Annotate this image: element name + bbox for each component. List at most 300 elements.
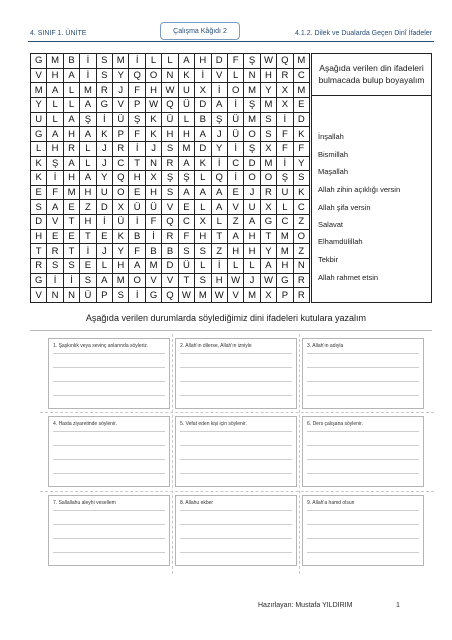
puzzle-cell[interactable]: V bbox=[212, 69, 228, 84]
puzzle-cell[interactable]: T bbox=[261, 230, 277, 245]
puzzle-cell[interactable]: X bbox=[261, 288, 277, 303]
puzzle-cell[interactable]: W bbox=[212, 288, 228, 303]
puzzle-cell[interactable]: K bbox=[179, 69, 195, 84]
puzzle-cell[interactable]: J bbox=[244, 274, 260, 289]
puzzle-cell[interactable]: Z bbox=[228, 215, 244, 230]
puzzle-cell[interactable]: R bbox=[97, 83, 113, 98]
puzzle-cell[interactable]: Y bbox=[113, 244, 129, 259]
puzzle-cell[interactable]: B bbox=[129, 230, 145, 245]
puzzle-cell[interactable]: X bbox=[261, 142, 277, 157]
puzzle-cell[interactable]: U bbox=[277, 186, 293, 201]
puzzle-cell[interactable]: İ bbox=[80, 54, 96, 69]
puzzle-cell[interactable]: S bbox=[261, 113, 277, 128]
puzzle-cell[interactable]: Ü bbox=[113, 215, 129, 230]
puzzle-cell[interactable]: X bbox=[146, 171, 162, 186]
puzzle-cell[interactable]: O bbox=[294, 230, 310, 245]
puzzle-cell[interactable]: Ü bbox=[179, 98, 195, 113]
puzzle-cell[interactable]: K bbox=[97, 127, 113, 142]
puzzle-cell[interactable]: İ bbox=[129, 288, 145, 303]
puzzle-cell[interactable]: M bbox=[113, 274, 129, 289]
puzzle-cell[interactable]: T bbox=[64, 215, 80, 230]
puzzle-cell[interactable]: R bbox=[64, 142, 80, 157]
puzzle-cell[interactable]: H bbox=[228, 244, 244, 259]
puzzle-cell[interactable]: X bbox=[195, 83, 211, 98]
puzzle-cell[interactable]: S bbox=[294, 171, 310, 186]
puzzle-cell[interactable]: P bbox=[97, 288, 113, 303]
puzzle-cell[interactable]: J bbox=[113, 83, 129, 98]
puzzle-cell[interactable]: E bbox=[64, 230, 80, 245]
puzzle-cell[interactable]: W bbox=[162, 83, 178, 98]
puzzle-cell[interactable]: F bbox=[277, 142, 293, 157]
puzzle-cell[interactable]: W bbox=[146, 98, 162, 113]
puzzle-cell[interactable]: H bbox=[212, 274, 228, 289]
puzzle-cell[interactable]: M bbox=[179, 142, 195, 157]
puzzle-cell[interactable]: S bbox=[195, 244, 211, 259]
puzzle-cell[interactable]: R bbox=[31, 259, 47, 274]
puzzle-cell[interactable]: H bbox=[80, 215, 96, 230]
puzzle-cell[interactable]: S bbox=[80, 274, 96, 289]
puzzle-cell[interactable]: F bbox=[294, 142, 310, 157]
puzzle-cell[interactable]: A bbox=[64, 113, 80, 128]
puzzle-cell[interactable]: İ bbox=[228, 98, 244, 113]
puzzle-cell[interactable]: M bbox=[146, 259, 162, 274]
puzzle-cell[interactable]: E bbox=[228, 186, 244, 201]
puzzle-cell[interactable]: J bbox=[244, 186, 260, 201]
puzzle-cell[interactable]: İ bbox=[47, 171, 63, 186]
puzzle-cell[interactable]: Ü bbox=[228, 127, 244, 142]
answer-box[interactable] bbox=[48, 338, 170, 409]
puzzle-cell[interactable]: Z bbox=[212, 244, 228, 259]
puzzle-cell[interactable]: H bbox=[47, 69, 63, 84]
puzzle-cell[interactable]: A bbox=[179, 186, 195, 201]
puzzle-cell[interactable]: R bbox=[162, 157, 178, 172]
puzzle-cell[interactable]: S bbox=[261, 127, 277, 142]
puzzle-cell[interactable]: M bbox=[113, 54, 129, 69]
puzzle-cell[interactable]: X bbox=[113, 200, 129, 215]
puzzle-cell[interactable]: M bbox=[47, 54, 63, 69]
puzzle-cell[interactable]: L bbox=[195, 171, 211, 186]
puzzle-cell[interactable]: M bbox=[31, 83, 47, 98]
puzzle-cell[interactable]: W bbox=[261, 274, 277, 289]
puzzle-cell[interactable]: H bbox=[261, 69, 277, 84]
puzzle-cell[interactable]: N bbox=[146, 157, 162, 172]
puzzle-cell[interactable]: A bbox=[195, 127, 211, 142]
puzzle-cell[interactable]: Ş bbox=[277, 171, 293, 186]
puzzle-cell[interactable]: S bbox=[97, 54, 113, 69]
writing-line bbox=[180, 538, 292, 539]
puzzle-cell[interactable]: Q bbox=[277, 54, 293, 69]
puzzle-cell[interactable]: D bbox=[195, 142, 211, 157]
puzzle-cell[interactable]: İ bbox=[228, 142, 244, 157]
puzzle-cell[interactable]: Y bbox=[31, 98, 47, 113]
puzzle-cell[interactable]: K bbox=[294, 186, 310, 201]
puzzle-cell[interactable]: G bbox=[31, 54, 47, 69]
puzzle-cell[interactable]: L bbox=[162, 54, 178, 69]
puzzle-cell[interactable]: D bbox=[97, 200, 113, 215]
puzzle-cell[interactable]: R bbox=[113, 142, 129, 157]
puzzle-cell[interactable]: R bbox=[277, 69, 293, 84]
puzzle-cell[interactable]: C bbox=[294, 69, 310, 84]
puzzle-cell[interactable]: L bbox=[277, 200, 293, 215]
puzzle-cell[interactable]: A bbox=[244, 215, 260, 230]
puzzle-cell[interactable]: L bbox=[64, 83, 80, 98]
puzzle-cell[interactable]: F bbox=[129, 244, 145, 259]
puzzle-cell[interactable]: Y bbox=[261, 244, 277, 259]
puzzle-cell[interactable]: V bbox=[31, 288, 47, 303]
puzzle-cell[interactable]: D bbox=[162, 259, 178, 274]
puzzle-cell[interactable]: M bbox=[244, 83, 260, 98]
puzzle-cell[interactable]: A bbox=[212, 98, 228, 113]
puzzle-cell[interactable]: A bbox=[261, 259, 277, 274]
puzzle-cell[interactable]: A bbox=[179, 54, 195, 69]
answer-box[interactable] bbox=[175, 416, 297, 487]
puzzle-cell[interactable]: Ş bbox=[162, 171, 178, 186]
puzzle-cell[interactable]: O bbox=[113, 186, 129, 201]
puzzle-cell[interactable]: F bbox=[47, 186, 63, 201]
puzzle-cell[interactable]: V bbox=[31, 69, 47, 84]
puzzle-cell[interactable]: İ bbox=[129, 142, 145, 157]
puzzle-cell[interactable]: E bbox=[64, 200, 80, 215]
answer-box[interactable] bbox=[48, 416, 170, 487]
puzzle-cell[interactable]: M bbox=[244, 288, 260, 303]
puzzle-cell[interactable]: Ş bbox=[80, 113, 96, 128]
puzzle-cell[interactable]: A bbox=[228, 230, 244, 245]
puzzle-cell[interactable]: H bbox=[244, 244, 260, 259]
puzzle-cell[interactable]: A bbox=[212, 186, 228, 201]
puzzle-cell[interactable]: Ü bbox=[129, 200, 145, 215]
answer-box[interactable] bbox=[302, 495, 424, 566]
puzzle-cell[interactable]: Y bbox=[212, 142, 228, 157]
puzzle-cell[interactable]: F bbox=[129, 83, 145, 98]
puzzle-cell[interactable]: O bbox=[129, 274, 145, 289]
puzzle-cell[interactable]: H bbox=[179, 127, 195, 142]
puzzle-cell[interactable]: S bbox=[47, 259, 63, 274]
puzzle-cell[interactable]: Z bbox=[294, 244, 310, 259]
puzzle-cell[interactable]: A bbox=[212, 200, 228, 215]
puzzle-cell[interactable]: Ü bbox=[80, 288, 96, 303]
puzzle-cell[interactable]: A bbox=[47, 83, 63, 98]
puzzle-cell[interactable]: Y bbox=[113, 69, 129, 84]
puzzle-cell[interactable]: T bbox=[212, 230, 228, 245]
puzzle-cell[interactable]: W bbox=[179, 288, 195, 303]
puzzle-cell[interactable]: J bbox=[212, 127, 228, 142]
puzzle-cell[interactable]: G bbox=[261, 215, 277, 230]
puzzle-cell[interactable]: S bbox=[113, 288, 129, 303]
puzzle-cell[interactable]: M bbox=[261, 157, 277, 172]
puzzle-cell[interactable]: A bbox=[80, 98, 96, 113]
puzzle-cell[interactable]: İ bbox=[80, 244, 96, 259]
puzzle-cell[interactable]: A bbox=[80, 127, 96, 142]
puzzle-cell[interactable]: İ bbox=[228, 171, 244, 186]
puzzle-cell[interactable]: V bbox=[146, 274, 162, 289]
puzzle-cell[interactable]: Ü bbox=[113, 113, 129, 128]
puzzle-cell[interactable]: S bbox=[97, 69, 113, 84]
puzzle-cell[interactable]: İ bbox=[129, 54, 145, 69]
puzzle-cell[interactable]: A bbox=[97, 274, 113, 289]
puzzle-cell[interactable]: P bbox=[277, 288, 293, 303]
puzzle-cell[interactable]: Ü bbox=[228, 113, 244, 128]
puzzle-cell[interactable]: C bbox=[113, 157, 129, 172]
puzzle-cell[interactable]: C bbox=[277, 215, 293, 230]
puzzle-cell[interactable]: V bbox=[228, 288, 244, 303]
puzzle-cell[interactable]: Q bbox=[113, 171, 129, 186]
puzzle-cell[interactable]: F bbox=[146, 215, 162, 230]
puzzle-cell[interactable]: O bbox=[146, 69, 162, 84]
puzzle-cell[interactable]: Ü bbox=[146, 200, 162, 215]
puzzle-cell[interactable]: L bbox=[97, 259, 113, 274]
puzzle-cell[interactable]: B bbox=[146, 244, 162, 259]
answer-box[interactable] bbox=[48, 495, 170, 566]
puzzle-cell[interactable]: H bbox=[195, 230, 211, 245]
puzzle-cell[interactable]: M bbox=[64, 186, 80, 201]
puzzle-cell[interactable]: Y bbox=[97, 171, 113, 186]
puzzle-cell[interactable]: Ş bbox=[212, 113, 228, 128]
puzzle-cell[interactable]: T bbox=[64, 244, 80, 259]
puzzle-cell[interactable]: X bbox=[195, 215, 211, 230]
puzzle-cell[interactable]: N bbox=[294, 259, 310, 274]
writing-line bbox=[307, 445, 419, 446]
puzzle-cell[interactable]: R bbox=[47, 244, 63, 259]
puzzle-cell[interactable]: H bbox=[64, 127, 80, 142]
puzzle-cell[interactable]: E bbox=[129, 186, 145, 201]
puzzle-cell[interactable]: G bbox=[97, 98, 113, 113]
puzzle-cell[interactable]: L bbox=[146, 54, 162, 69]
puzzle-cell[interactable]: O bbox=[244, 171, 260, 186]
puzzle-cell[interactable]: R bbox=[261, 186, 277, 201]
puzzle-cell[interactable]: D bbox=[294, 113, 310, 128]
puzzle-cell[interactable]: Z bbox=[294, 215, 310, 230]
puzzle-cell[interactable]: L bbox=[228, 259, 244, 274]
puzzle-cell[interactable]: H bbox=[195, 54, 211, 69]
puzzle-cell[interactable]: İ bbox=[195, 69, 211, 84]
puzzle-cell[interactable]: S bbox=[64, 259, 80, 274]
puzzle-cell[interactable]: F bbox=[277, 127, 293, 142]
puzzle-cell[interactable]: Y bbox=[261, 83, 277, 98]
puzzle-cell[interactable]: R bbox=[294, 274, 310, 289]
puzzle-cell[interactable]: M bbox=[294, 54, 310, 69]
puzzle-cell[interactable]: Ü bbox=[162, 113, 178, 128]
puzzle-cell[interactable]: B bbox=[64, 54, 80, 69]
puzzle-cell[interactable]: A bbox=[64, 157, 80, 172]
puzzle-cell[interactable]: X bbox=[277, 98, 293, 113]
puzzle-cell[interactable]: L bbox=[47, 113, 63, 128]
puzzle-cell[interactable]: İ bbox=[97, 215, 113, 230]
puzzle-cell[interactable]: W bbox=[261, 54, 277, 69]
puzzle-cell[interactable]: T bbox=[179, 274, 195, 289]
puzzle-cell[interactable]: R bbox=[162, 230, 178, 245]
puzzle-cell[interactable]: H bbox=[47, 142, 63, 157]
puzzle-cell[interactable]: J bbox=[97, 157, 113, 172]
puzzle-cell[interactable]: G bbox=[31, 127, 47, 142]
puzzle-cell[interactable]: D bbox=[195, 98, 211, 113]
puzzle-cell[interactable]: H bbox=[113, 259, 129, 274]
puzzle-cell[interactable]: B bbox=[162, 244, 178, 259]
puzzle-cell[interactable]: U bbox=[97, 186, 113, 201]
answer-box[interactable] bbox=[302, 416, 424, 487]
puzzle-cell[interactable]: L bbox=[244, 259, 260, 274]
puzzle-cell[interactable]: R bbox=[294, 288, 310, 303]
puzzle-cell[interactable]: Q bbox=[212, 171, 228, 186]
puzzle-cell[interactable]: M bbox=[277, 230, 293, 245]
puzzle-cell[interactable]: V bbox=[47, 215, 63, 230]
puzzle-cell[interactable]: W bbox=[228, 274, 244, 289]
puzzle-cell[interactable]: K bbox=[195, 157, 211, 172]
puzzle-cell[interactable]: İ bbox=[277, 157, 293, 172]
puzzle-cell[interactable]: H bbox=[146, 186, 162, 201]
puzzle-cell[interactable]: F bbox=[179, 230, 195, 245]
puzzle-cell[interactable]: V bbox=[228, 200, 244, 215]
puzzle-cell[interactable]: L bbox=[195, 200, 211, 215]
puzzle-cell[interactable]: M bbox=[277, 244, 293, 259]
puzzle-cell[interactable]: H bbox=[146, 83, 162, 98]
puzzle-cell[interactable]: J bbox=[146, 142, 162, 157]
puzzle-cell[interactable]: E bbox=[97, 230, 113, 245]
puzzle-cell[interactable]: L bbox=[64, 98, 80, 113]
puzzle-cell[interactable]: Ş bbox=[244, 142, 260, 157]
puzzle-cell[interactable]: Y bbox=[294, 157, 310, 172]
puzzle-cell[interactable]: L bbox=[31, 142, 47, 157]
puzzle-cell[interactable]: A bbox=[47, 127, 63, 142]
puzzle-cell[interactable]: Ş bbox=[47, 157, 63, 172]
puzzle-cell[interactable]: L bbox=[80, 157, 96, 172]
puzzle-cell[interactable]: A bbox=[47, 200, 63, 215]
puzzle-cell[interactable]: A bbox=[195, 186, 211, 201]
puzzle-cell[interactable]: Ş bbox=[179, 171, 195, 186]
puzzle-cell[interactable]: İ bbox=[47, 274, 63, 289]
puzzle-cell[interactable]: D bbox=[31, 215, 47, 230]
puzzle-cell[interactable]: F bbox=[129, 127, 145, 142]
puzzle-cell[interactable]: V bbox=[162, 274, 178, 289]
puzzle-cell[interactable]: E bbox=[80, 259, 96, 274]
puzzle-cell[interactable]: F bbox=[228, 54, 244, 69]
puzzle-cell[interactable]: P bbox=[129, 98, 145, 113]
puzzle-cell[interactable]: K bbox=[31, 157, 47, 172]
puzzle-cell[interactable]: İ bbox=[277, 113, 293, 128]
puzzle-cell[interactable]: O bbox=[228, 83, 244, 98]
puzzle-cell[interactable]: K bbox=[146, 127, 162, 142]
puzzle-cell[interactable]: Ş bbox=[244, 54, 260, 69]
puzzle-cell[interactable]: U bbox=[31, 113, 47, 128]
puzzle-cell[interactable]: L bbox=[212, 215, 228, 230]
puzzle-cell[interactable]: S bbox=[195, 274, 211, 289]
puzzle-cell[interactable]: D bbox=[244, 157, 260, 172]
puzzle-cell[interactable]: T bbox=[129, 157, 145, 172]
puzzle-cell[interactable]: M bbox=[244, 113, 260, 128]
puzzle-cell[interactable]: İ bbox=[212, 83, 228, 98]
puzzle-cell[interactable]: Q bbox=[162, 98, 178, 113]
puzzle-cell[interactable]: S bbox=[162, 186, 178, 201]
puzzle-cell[interactable]: İ bbox=[212, 157, 228, 172]
puzzle-cell[interactable]: T bbox=[80, 230, 96, 245]
puzzle-cell[interactable]: C bbox=[228, 157, 244, 172]
puzzle-cell[interactable]: L bbox=[47, 98, 63, 113]
puzzle-cell[interactable]: K bbox=[146, 113, 162, 128]
puzzle-cell[interactable]: İ bbox=[97, 113, 113, 128]
answer-box[interactable] bbox=[175, 495, 297, 566]
puzzle-cell[interactable]: H bbox=[244, 230, 260, 245]
puzzle-cell[interactable]: G bbox=[277, 274, 293, 289]
puzzle-cell[interactable]: N bbox=[47, 288, 63, 303]
puzzle-cell[interactable]: X bbox=[261, 200, 277, 215]
puzzle-cell[interactable]: U bbox=[244, 200, 260, 215]
puzzle-cell[interactable]: G bbox=[31, 274, 47, 289]
puzzle-cell[interactable]: İ bbox=[129, 215, 145, 230]
puzzle-cell[interactable]: M bbox=[294, 83, 310, 98]
puzzle-cell[interactable]: V bbox=[113, 98, 129, 113]
puzzle-cell[interactable]: H bbox=[64, 171, 80, 186]
puzzle-cell[interactable]: B bbox=[195, 113, 211, 128]
puzzle-cell[interactable]: M bbox=[195, 288, 211, 303]
puzzle-cell[interactable]: H bbox=[129, 171, 145, 186]
puzzle-cell[interactable]: K bbox=[113, 230, 129, 245]
puzzle-cell[interactable]: İ bbox=[80, 69, 96, 84]
puzzle-cell[interactable]: P bbox=[113, 127, 129, 142]
puzzle-cell[interactable]: N bbox=[244, 69, 260, 84]
puzzle-cell[interactable]: H bbox=[80, 186, 96, 201]
answer-box[interactable] bbox=[302, 338, 424, 409]
puzzle-cell[interactable]: S bbox=[162, 142, 178, 157]
puzzle-cell[interactable]: H bbox=[31, 230, 47, 245]
puzzle-cell[interactable]: L bbox=[195, 259, 211, 274]
puzzle-cell[interactable]: H bbox=[162, 127, 178, 142]
puzzle-cell[interactable]: Ş bbox=[129, 113, 145, 128]
puzzle-cell[interactable]: A bbox=[80, 171, 96, 186]
puzzle-cell[interactable]: E bbox=[294, 98, 310, 113]
puzzle-cell[interactable]: E bbox=[179, 200, 195, 215]
puzzle-cell[interactable]: L bbox=[228, 69, 244, 84]
puzzle-cell[interactable]: U bbox=[179, 83, 195, 98]
puzzle-cell[interactable]: A bbox=[64, 69, 80, 84]
puzzle-cell[interactable]: Q bbox=[162, 288, 178, 303]
puzzle-cell[interactable]: K bbox=[31, 171, 47, 186]
puzzle-cell[interactable]: C bbox=[294, 200, 310, 215]
puzzle-cell[interactable]: E bbox=[31, 186, 47, 201]
puzzle-cell[interactable]: İ bbox=[64, 274, 80, 289]
puzzle-cell[interactable]: H bbox=[277, 259, 293, 274]
puzzle-cell[interactable]: N bbox=[64, 288, 80, 303]
puzzle-cell[interactable]: N bbox=[162, 69, 178, 84]
puzzle-cell[interactable]: S bbox=[179, 244, 195, 259]
puzzle-cell[interactable]: J bbox=[97, 142, 113, 157]
puzzle-cell[interactable]: C bbox=[179, 215, 195, 230]
puzzle-cell[interactable]: L bbox=[179, 113, 195, 128]
puzzle-cell[interactable]: A bbox=[129, 259, 145, 274]
puzzle-cell[interactable]: O bbox=[261, 171, 277, 186]
puzzle-cell[interactable]: X bbox=[277, 83, 293, 98]
puzzle-cell[interactable]: Z bbox=[80, 200, 96, 215]
answer-box[interactable] bbox=[175, 338, 297, 409]
puzzle-cell[interactable]: M bbox=[80, 83, 96, 98]
puzzle-cell[interactable]: İ bbox=[146, 230, 162, 245]
puzzle-cell[interactable]: J bbox=[97, 244, 113, 259]
puzzle-cell[interactable]: Q bbox=[129, 69, 145, 84]
puzzle-cell[interactable]: Ş bbox=[244, 98, 260, 113]
puzzle-cell[interactable]: M bbox=[261, 98, 277, 113]
puzzle-cell[interactable]: O bbox=[244, 127, 260, 142]
puzzle-cell[interactable]: D bbox=[212, 54, 228, 69]
puzzle-cell[interactable]: V bbox=[162, 200, 178, 215]
puzzle-cell[interactable]: K bbox=[294, 127, 310, 142]
puzzle-cell[interactable]: S bbox=[31, 200, 47, 215]
puzzle-cell[interactable]: G bbox=[146, 288, 162, 303]
puzzle-cell[interactable]: A bbox=[179, 157, 195, 172]
puzzle-cell[interactable]: Ü bbox=[179, 259, 195, 274]
puzzle-cell[interactable]: Q bbox=[162, 215, 178, 230]
puzzle-cell[interactable]: L bbox=[80, 142, 96, 157]
puzzle-cell[interactable]: E bbox=[47, 230, 63, 245]
puzzle-cell[interactable]: İ bbox=[212, 259, 228, 274]
puzzle-cell[interactable]: T bbox=[31, 244, 47, 259]
